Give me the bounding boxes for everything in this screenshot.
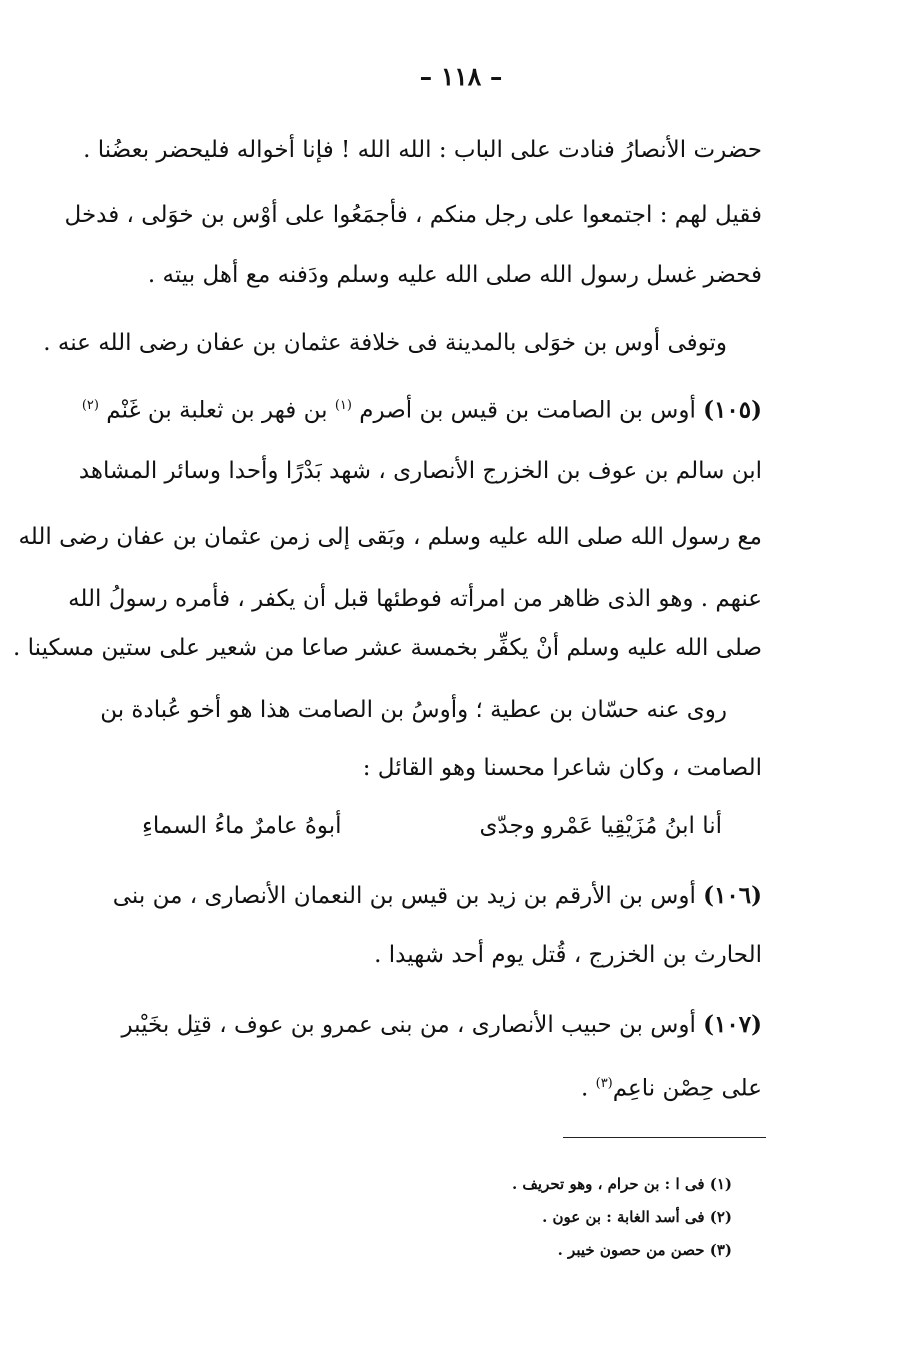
text-line: صلى الله عليه وسلم أنْ يكفِّر بخمسة عشر صاعا من شعير على ستين مسكينا .	[13, 635, 762, 661]
footnote: (١) فى ا : بن حرام ، وهو تحريف .	[511, 1175, 732, 1193]
entry-number: (١٠٧)	[703, 1011, 762, 1038]
footnote: (٣) حصن من حصون خيبر .	[557, 1241, 732, 1259]
entry-title-cont: بن فهر بن ثعلبة بن غَنْم	[106, 397, 328, 424]
text-line: مع رسول الله صلى الله عليه وسلم ، وبَقى إلى زمن عثمان بن عفان رضى الله	[18, 524, 762, 550]
footnote-ref: (٣)	[595, 1076, 613, 1091]
text-line: روى عنه حسّان بن عطية ؛ وأوسُ بن الصامت هذا هو أخو عُبادة بن	[100, 697, 727, 723]
entry-number: (١٠٥)	[703, 396, 762, 424]
text-fragment: على حِصْن ناعِم	[612, 1075, 762, 1102]
entry-106-heading	[112, 878, 762, 918]
verse-first-hemistich: أنا ابنُ مُزَيْقِيا عَمْرو وجدّى	[479, 813, 722, 839]
text-line: حضرت الأنصارُ فنادت على الباب : الله الله ! فإنا أخواله فليحضر بعضُنا .	[83, 137, 762, 163]
entry-title: أوس بن الصامت بن قيس بن أصرم	[359, 397, 696, 424]
text-line: الصامت ، وكان شاعرا محسنا وهو القائل :	[362, 755, 762, 781]
text-line: ابن سالم بن عوف بن الخزرج الأنصارى ، شهد بَدْرًا وأحدا وسائر المشاهد	[78, 458, 762, 484]
footnote-ref: (٢)	[81, 398, 99, 413]
text-line	[122, 1066, 762, 1106]
entry-107-heading	[122, 1007, 762, 1047]
text-line: الحارث بن الخزرج ، قُتل يوم أحد شهيدا .	[374, 942, 762, 968]
text-line: فحضر غسل رسول الله صلى الله عليه وسلم ودَفنه مع أهل بيته .	[147, 262, 762, 288]
footnote-divider	[563, 1137, 766, 1138]
text-line: فقيل لهم : اجتمعوا على رجل منكم ، فأجمَعُوا على أوْس بن خوَلى ، فدخل	[64, 202, 762, 228]
poetry-verse	[142, 808, 722, 844]
text-line: وتوفى أوس بن خوَلى بالمدينة فى خلافة عثمان بن عفان رضى الله عنه .	[43, 330, 727, 356]
footnote: (٢) فى أسد الغابة : بن عون .	[542, 1208, 732, 1226]
entry-number: (١٠٦)	[703, 882, 762, 909]
page-number: – ١١٨ –	[419, 62, 503, 91]
entry-105-heading	[81, 388, 762, 428]
entry-title: أوس بن الأرقم بن زيد بن قيس بن النعمان الأنصارى ، من بنى	[112, 883, 696, 909]
footnote-ref: (١)	[334, 398, 352, 413]
verse-second-hemistich: أبوهُ عامرٌ ماءُ السماءِ	[142, 813, 342, 839]
text-fragment: .	[580, 1075, 589, 1102]
text-line: عنهم . وهو الذى ظاهر من امرأته فوطئها قبل أن يكفر ، فأمره رسولُ الله	[68, 586, 762, 612]
entry-title: أوس بن حبيب الأنصارى ، من بنى عمرو بن عوف ، قتِل بخَيْبر	[121, 1012, 696, 1038]
